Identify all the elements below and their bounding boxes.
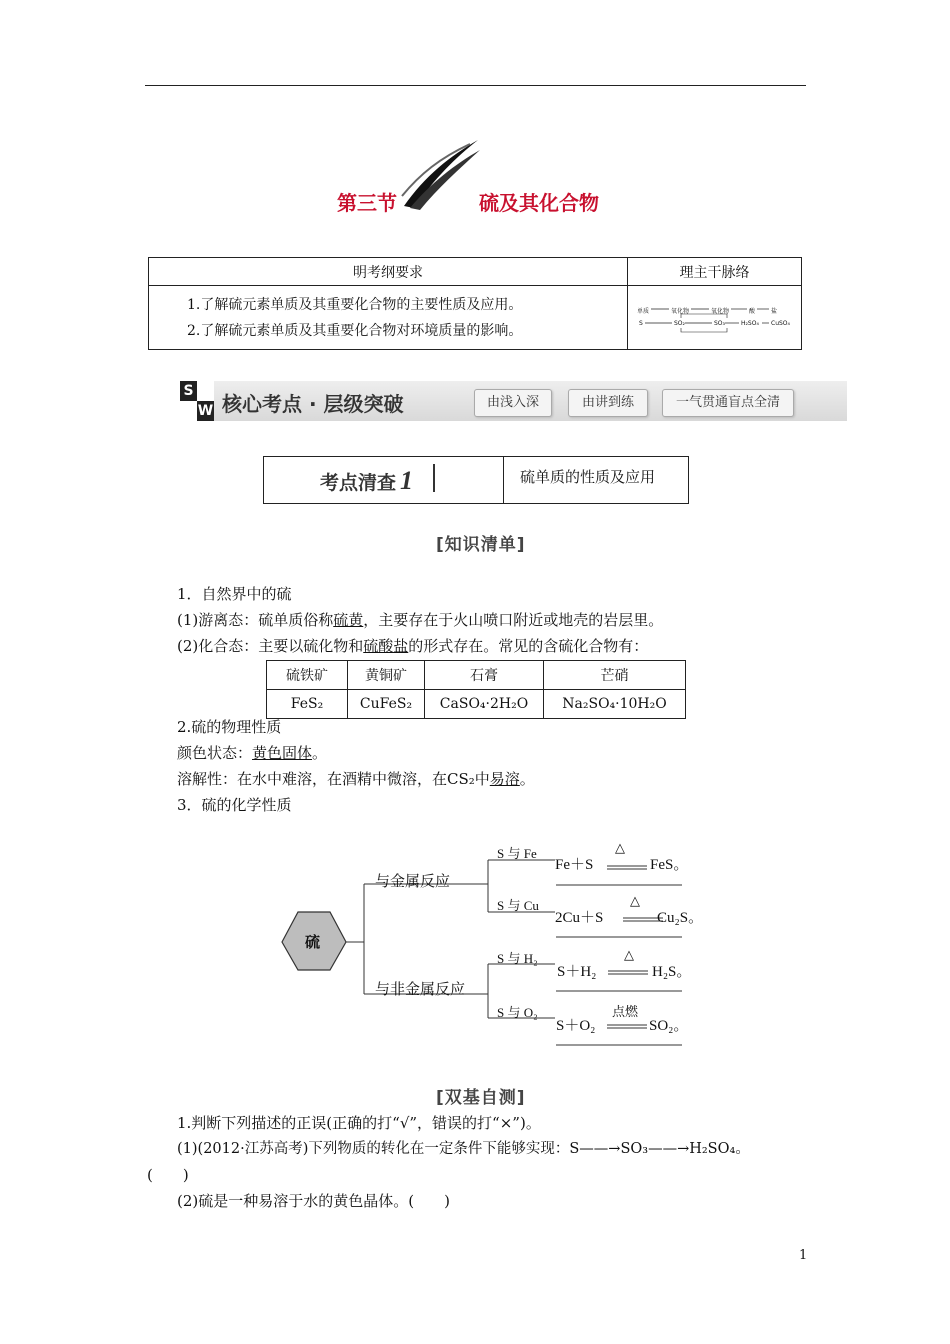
mineral-formula: CaSO₄·2H₂O — [425, 690, 544, 719]
s2-color-line — [177, 743, 327, 763]
logo-w: W — [197, 403, 214, 419]
reaction-condition: △ — [615, 840, 625, 855]
s1-comb-text-b: 的形式存在。常见的含硫化合物有： — [408, 637, 649, 655]
flow-diagram-cell — [628, 286, 802, 350]
s1-free-text-a: (1)游离态：硫单质俗称 — [177, 611, 334, 629]
minerals-table — [266, 660, 686, 719]
question-1-1: (1)(2012·江苏高考)下列物质的转化在一定条件下能够实现：S——→SO₃——→H₂SO₄。 — [177, 1141, 750, 1157]
kaodian-topic: 硫单质的性质及应用 — [520, 468, 656, 486]
s2-title: 2.硫的物理性质 — [177, 718, 282, 736]
mineral-name: 黄铜矿 — [348, 661, 425, 690]
flow-bottom-2: SO₃ — [714, 319, 725, 327]
flow-top-0: 单质 — [637, 307, 650, 315]
reaction-condition: 点燃 — [612, 1004, 639, 1019]
knowledge-heading: [知识清单] — [436, 535, 526, 555]
mineral-formula: CuFeS₂ — [348, 690, 425, 719]
reaction-condition: △ — [624, 947, 634, 962]
btn-clear-blindspots[interactable]: 一气贯通盲点全清 — [662, 389, 794, 417]
reaction-right: H₂S。 — [652, 964, 692, 980]
page-title: 硫及其化合物 — [479, 191, 599, 215]
flow-bottom-1: SO₂ — [674, 319, 685, 327]
kaodian-bar — [433, 464, 435, 492]
reaction-label: S 与 Cu — [497, 898, 539, 913]
requirements-table — [148, 257, 802, 350]
s2-sol-text: 溶解性：在水中难溶，在酒精中微溶，在CS₂中 — [177, 770, 490, 788]
question-1: 1.判断下列描述的正误(正确的打“√”，错误的打“×”)。 — [177, 1114, 541, 1132]
btn-lecture-to-practice[interactable]: 由讲到练 — [568, 389, 648, 417]
s1-title: 1．自然界中的硫 — [177, 585, 292, 603]
mineral-name: 芒硝 — [544, 661, 686, 690]
s1-free-answer: 硫黄 — [333, 611, 364, 629]
s2-color-answer: 黄色固体 — [252, 744, 313, 762]
branch-nonmetal-label: 与非金属反应 — [375, 982, 466, 998]
reaction-right: SO₂。 — [649, 1018, 689, 1034]
flow-top-3: 酸 — [749, 307, 756, 315]
kaodian-divider — [503, 456, 504, 504]
flow-arrows-icon — [629, 298, 805, 338]
reaction-left: Fe＋S — [555, 857, 594, 873]
question-1-1-blank[interactable]: ( ) — [147, 1166, 189, 1184]
flow-top-1: 氧化物 — [671, 307, 690, 315]
kaodian-label-text: 考点清查 — [320, 472, 397, 494]
reaction-condition: △ — [630, 893, 640, 908]
reaction-label: S 与 Fe — [497, 846, 537, 861]
s1-comb-answer: 硫酸盐 — [363, 637, 409, 655]
s1-comb-text-a: (2)化合态：主要以硫化物和 — [177, 637, 364, 655]
s1-comb-line — [177, 636, 648, 656]
mineral-formula: Na₂SO₄·10H₂O — [544, 690, 686, 719]
page-number: 1 — [799, 1248, 808, 1263]
banner-title: 核心考点 · 层级突破 — [222, 392, 404, 416]
req-col2-header: 理主干脉络 — [628, 258, 802, 286]
s3-title: 3．硫的化学性质 — [177, 796, 292, 814]
reaction-left: 2Cu＋S — [555, 910, 604, 926]
s2-color-label: 颜色状态： — [177, 744, 253, 762]
reaction-label: S 与 H₂ — [497, 951, 538, 966]
flow-bottom-4: CuSO₄ — [771, 319, 790, 327]
req-item: 2.了解硫元素单质及其重要化合物对环境质量的影响。 — [187, 322, 523, 339]
swoosh-decoration-icon — [400, 136, 482, 211]
reaction-left: S＋H₂ — [557, 964, 597, 980]
s2-sol-end: 。 — [519, 770, 535, 788]
s2-color-end: 。 — [312, 744, 328, 762]
sulfur-center-label: 硫 — [305, 933, 321, 951]
mineral-name: 石膏 — [425, 661, 544, 690]
flow-bottom-3: H₂SO₄ — [741, 319, 759, 327]
question-1-2: (2)硫是一种易溶于水的黄色晶体。( ) — [177, 1192, 450, 1210]
mineral-name: 硫铁矿 — [267, 661, 348, 690]
mineral-formula: FeS₂ — [267, 690, 348, 719]
section-label: 第三节 — [337, 191, 397, 215]
s1-free-text-b: ，主要存在于火山喷口附近或地壳的岩层里。 — [363, 611, 664, 629]
header-rule — [145, 85, 806, 86]
s2-solubility-line — [177, 769, 535, 789]
flow-top-4: 盐 — [771, 307, 778, 315]
flow-bottom-0: S — [639, 319, 643, 327]
reaction-label: S 与 O₂ — [497, 1005, 538, 1020]
req-item: 1.了解硫元素单质及其重要化合物的主要性质及应用。 — [187, 296, 523, 313]
s1-free-line — [177, 610, 663, 630]
kaodian-label — [320, 466, 413, 496]
flow-top-2: 氧化物 — [711, 307, 730, 315]
banner-logo — [180, 381, 214, 421]
flow-diagram — [629, 298, 800, 338]
s2-sol-answer: 易溶 — [489, 770, 520, 788]
req-col1-header: 明考纲要求 — [149, 258, 628, 286]
logo-s: S — [180, 381, 197, 401]
branch-metal-label: 与金属反应 — [375, 874, 451, 890]
kaodian-number: 1 — [400, 466, 414, 495]
reaction-left: S＋O₂ — [556, 1018, 596, 1034]
req-items-cell — [149, 286, 628, 350]
reaction-right: FeS。 — [650, 857, 689, 873]
reaction-right: Cu₂S。 — [657, 910, 704, 926]
self-test-heading: [双基自测] — [436, 1088, 526, 1108]
btn-easy-to-deep[interactable]: 由浅入深 — [474, 389, 552, 417]
